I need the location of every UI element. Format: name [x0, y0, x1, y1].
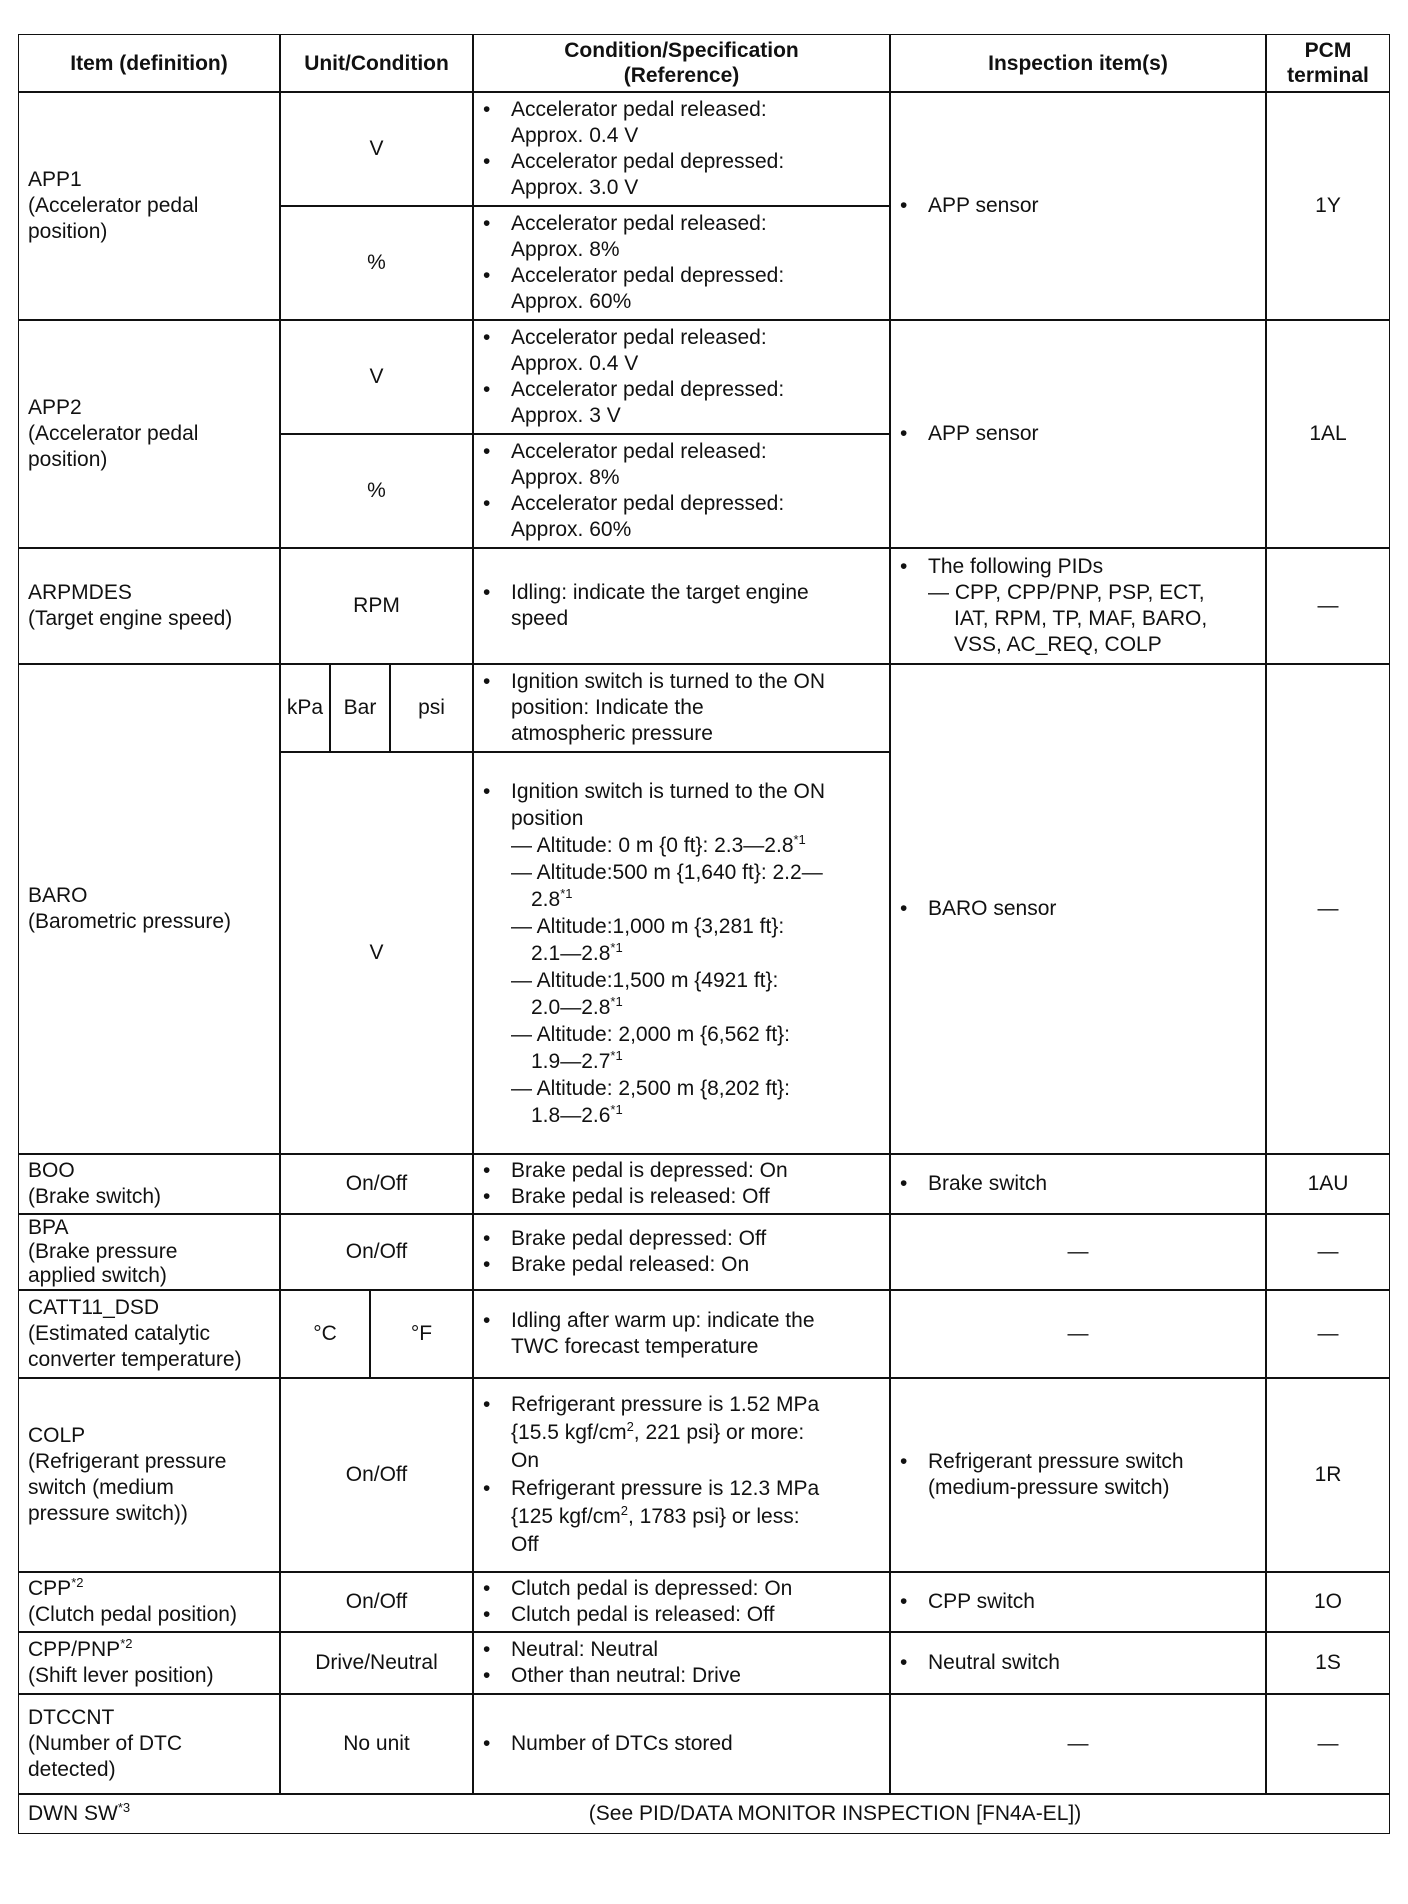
bullet-glyph: • — [483, 670, 491, 693]
condition-text: Accelerator pedal depressed: — [511, 492, 785, 515]
row-colp-unit — [280, 1378, 473, 1572]
row-arpmdes-unit — [280, 548, 473, 664]
item-name: APP2 — [28, 396, 82, 419]
bullet-glyph: • — [483, 1159, 491, 1182]
unit-label: kPa — [286, 696, 324, 719]
row-catt-unit-f — [370, 1290, 473, 1378]
unit-label: V — [369, 365, 384, 388]
condition-bullet — [483, 669, 880, 747]
unit-label: On/Off — [345, 1240, 408, 1263]
condition-text: Accelerator pedal released: — [511, 212, 767, 235]
condition-bullet — [483, 1602, 880, 1628]
condition-bullet — [483, 1226, 880, 1252]
row-dtccnt-cond — [473, 1694, 890, 1794]
row-colp-pcm — [1266, 1378, 1390, 1572]
pid-table — [18, 34, 1390, 1834]
row-arpmdes-item — [18, 548, 280, 664]
item-definition: (Target engine speed) — [28, 607, 233, 630]
condition-text: Brake pedal released: On — [511, 1253, 750, 1276]
item-definition: (Clutch pedal position) — [28, 1603, 237, 1626]
condition-bullet — [483, 1391, 880, 1475]
item-definition: position) — [28, 220, 108, 243]
row-boo-item — [18, 1154, 280, 1214]
condition-text: 2.0—2.8 — [531, 995, 611, 1019]
row-catt-inspection — [890, 1290, 1266, 1378]
row-cpp-inspection — [890, 1572, 1266, 1632]
superscript: 2 — [620, 1503, 628, 1518]
condition-text: , 1783 psi} or less: — [627, 1505, 800, 1528]
header-pcm-line1: PCM — [1304, 39, 1352, 62]
row-app2-pcm — [1266, 320, 1390, 548]
condition-text: Idling: indicate the target engine — [511, 581, 809, 604]
condition-bullet — [483, 1252, 880, 1278]
condition-bullet — [483, 1184, 880, 1210]
row-dtccnt-item — [18, 1694, 280, 1794]
pcm-terminal: 1AL — [1309, 422, 1347, 445]
row-baro-unit-bar — [330, 664, 390, 752]
bullet-glyph: • — [483, 1603, 491, 1626]
condition-text: speed — [511, 607, 569, 630]
altitude-line — [483, 832, 880, 859]
item-name: CATT11_DSD — [28, 1296, 160, 1319]
row-colp-item — [18, 1378, 280, 1572]
row-bpa-pcm — [1266, 1214, 1390, 1290]
row-app1-item — [18, 92, 280, 320]
item-name: DTCCNT — [28, 1706, 115, 1729]
condition-text: — Altitude: 2,000 m {6,562 ft}: — [511, 1022, 791, 1046]
condition-text: — Altitude: 2,500 m {8,202 ft}: — [511, 1076, 791, 1100]
condition-text: — Altitude:1,500 m {4921 ft}: — [511, 968, 779, 992]
unit-label: RPM — [353, 594, 400, 617]
condition-bullet — [483, 491, 880, 543]
condition-text: Brake pedal depressed: Off — [511, 1227, 767, 1250]
row-app2-unit-pct — [280, 434, 473, 548]
row-catt-unit-c — [280, 1290, 370, 1378]
bullet-glyph: • — [483, 492, 491, 515]
row-bpa-inspection — [890, 1214, 1266, 1290]
row-bpa-item — [18, 1214, 280, 1290]
condition-text: Refrigerant pressure is 1.52 MPa — [511, 1393, 820, 1416]
row-app2-item — [18, 320, 280, 548]
row-cpppnp-item — [18, 1632, 280, 1694]
unit-label: On/Off — [345, 1463, 408, 1486]
condition-text: 1.9—2.7 — [531, 1049, 611, 1073]
condition-bullet — [483, 1576, 880, 1602]
unit-label: % — [367, 251, 386, 274]
unit-label: °C — [313, 1322, 337, 1345]
row-dtccnt-pcm — [1266, 1694, 1390, 1794]
footnote-marker: *3 — [117, 1800, 131, 1815]
pcm-terminal: — — [1317, 1240, 1339, 1263]
row-catt-pcm — [1266, 1290, 1390, 1378]
bullet-glyph: • — [483, 440, 491, 463]
bullet-glyph: • — [900, 1172, 908, 1195]
item-definition: applied switch) — [28, 1264, 167, 1287]
row-cpppnp-cond — [473, 1632, 890, 1694]
bullet-glyph: • — [483, 1227, 491, 1250]
inspection-bullet — [900, 896, 1256, 922]
row-catt-item — [18, 1290, 280, 1378]
unit-label: % — [367, 479, 386, 502]
item-name: BARO — [28, 884, 88, 907]
footnote-marker: *2 — [71, 1575, 84, 1590]
inspection-bullet — [900, 554, 1256, 658]
row-catt-cond — [473, 1290, 890, 1378]
superscript: 2 — [626, 1419, 634, 1434]
inspection-text: (medium-pressure switch) — [928, 1476, 1170, 1499]
row-baro-inspection — [890, 664, 1266, 1154]
item-definition: (Accelerator pedal — [28, 422, 199, 445]
unit-label: On/Off — [345, 1590, 408, 1613]
bullet-glyph: • — [483, 1638, 491, 1661]
bullet-glyph: • — [483, 1253, 491, 1276]
row-bpa-unit — [280, 1214, 473, 1290]
condition-text: Accelerator pedal depressed: — [511, 264, 785, 287]
condition-text: — Altitude: 0 m {0 ft}: 2.3—2.8 — [511, 833, 794, 857]
condition-text: Other than neutral: Drive — [511, 1664, 741, 1687]
condition-bullet — [483, 263, 880, 315]
condition-text: Off — [511, 1533, 539, 1556]
inspection-bullet — [900, 1171, 1256, 1197]
inspection-text: CPP switch — [928, 1590, 1035, 1613]
cross-reference-note: (See PID/DATA MONITOR INSPECTION [FN4A-EL]) — [588, 1802, 1082, 1825]
condition-text: Idling after warm up: indicate the — [511, 1309, 815, 1332]
row-app1-pcm — [1266, 92, 1390, 320]
condition-text: atmospheric pressure — [511, 722, 713, 745]
inspection-text: — — [1067, 1240, 1089, 1263]
condition-bullet — [483, 1158, 880, 1184]
pcm-terminal: — — [1317, 1732, 1339, 1755]
row-arpmdes-pcm — [1266, 548, 1390, 664]
inspection-bullet — [900, 193, 1256, 219]
header-item-label: Item (definition) — [70, 51, 228, 75]
row-app1-cond-v — [473, 92, 890, 206]
row-boo-unit — [280, 1154, 473, 1214]
inspection-text: — — [1067, 1322, 1089, 1345]
header-item — [18, 34, 280, 92]
bullet-glyph: • — [483, 779, 491, 803]
row-dtccnt-inspection — [890, 1694, 1266, 1794]
pcm-terminal: 1O — [1313, 1590, 1342, 1613]
altitude-line — [483, 913, 880, 967]
bullet-glyph: • — [483, 1664, 491, 1687]
bullet-glyph: • — [900, 194, 908, 217]
item-definition: position) — [28, 448, 108, 471]
row-cpp-unit — [280, 1572, 473, 1632]
row-baro-pcm — [1266, 664, 1390, 1154]
pcm-terminal: — — [1317, 897, 1339, 920]
row-boo-pcm — [1266, 1154, 1390, 1214]
row-dtccnt-unit — [280, 1694, 473, 1794]
bullet-glyph: • — [483, 1477, 491, 1500]
condition-text: Brake pedal is released: Off — [511, 1185, 770, 1208]
item-definition: (Refrigerant pressure — [28, 1450, 227, 1473]
unit-label: On/Off — [345, 1172, 408, 1195]
condition-text: — Altitude:500 m {1,640 ft}: 2.2— — [511, 860, 823, 884]
altitude-line — [483, 1021, 880, 1075]
condition-bullet — [483, 1637, 880, 1663]
condition-bullet — [483, 580, 880, 632]
condition-text: — Altitude:1,000 m {3,281 ft}: — [511, 914, 785, 938]
item-definition: (Shift lever position) — [28, 1664, 214, 1687]
condition-bullet — [483, 97, 880, 149]
condition-text: Approx. 3.0 V — [511, 176, 639, 199]
condition-text: position: Indicate the — [511, 696, 704, 719]
bullet-glyph: • — [483, 1577, 491, 1600]
condition-text: {125 kgf/cm — [511, 1505, 621, 1528]
inspection-bullet — [900, 1589, 1256, 1615]
row-boo-inspection — [890, 1154, 1266, 1214]
row-cpppnp-inspection — [890, 1632, 1266, 1694]
condition-text: Accelerator pedal depressed: — [511, 378, 785, 401]
item-name: BPA — [28, 1216, 69, 1239]
condition-bullet — [483, 778, 880, 832]
condition-text: Neutral: Neutral — [511, 1638, 659, 1661]
condition-bullet — [483, 325, 880, 377]
bullet-glyph: • — [483, 1185, 491, 1208]
condition-text: Accelerator pedal released: — [511, 440, 767, 463]
row-bpa-cond — [473, 1214, 890, 1290]
unit-label: V — [369, 941, 384, 964]
item-name: APP1 — [28, 168, 82, 191]
condition-text: Clutch pedal is released: Off — [511, 1603, 775, 1626]
item-name: ARPMDES — [28, 581, 132, 604]
condition-text: Accelerator pedal released: — [511, 326, 767, 349]
item-definition: (Brake switch) — [28, 1185, 162, 1208]
row-baro-unit-kpa — [280, 664, 330, 752]
pcm-terminal: 1S — [1315, 1651, 1341, 1674]
condition-text: TWC forecast temperature — [511, 1335, 759, 1358]
condition-text: {15.5 kgf/cm — [511, 1421, 627, 1444]
altitude-line — [483, 967, 880, 1021]
pcm-terminal: — — [1317, 1322, 1339, 1345]
condition-text: Brake pedal is depressed: On — [511, 1159, 788, 1182]
header-condition-line2: (Reference) — [623, 64, 740, 87]
condition-bullet — [483, 439, 880, 491]
item-name: BOO — [28, 1159, 75, 1182]
row-app1-inspection — [890, 92, 1266, 320]
footnote-marker: *1 — [610, 939, 623, 955]
bullet-glyph: • — [483, 581, 491, 604]
inspection-bullet — [900, 1449, 1256, 1501]
item-name: DWN SW — [28, 1802, 118, 1825]
bullet-glyph: • — [483, 1309, 491, 1332]
row-baro-cond-v — [473, 752, 890, 1154]
bullet-glyph: • — [483, 264, 491, 287]
item-definition: switch (medium — [28, 1476, 174, 1499]
inspection-text: BARO sensor — [928, 897, 1057, 920]
row-cpp-pcm — [1266, 1572, 1390, 1632]
inspection-text: — CPP, CPP/PNP, PSP, ECT, — [928, 581, 1205, 604]
row-baro-unit-v — [280, 752, 473, 1154]
bullet-glyph: • — [900, 1590, 908, 1613]
row-app2-inspection — [890, 320, 1266, 548]
unit-label: V — [369, 137, 384, 160]
unit-label: No unit — [343, 1732, 410, 1755]
row-cpppnp-pcm — [1266, 1632, 1390, 1694]
condition-bullet — [483, 1663, 880, 1689]
altitude-line — [483, 859, 880, 913]
bullet-glyph: • — [483, 1732, 491, 1755]
unit-label: °F — [410, 1322, 433, 1345]
header-pcm — [1266, 34, 1390, 92]
item-definition: (Number of DTC — [28, 1732, 183, 1755]
inspection-text: IAT, RPM, TP, MAF, BARO, — [954, 607, 1208, 630]
row-app1-cond-pct — [473, 206, 890, 320]
header-unit-label: Unit/Condition — [304, 51, 449, 75]
condition-text: Approx. 8% — [511, 238, 620, 261]
item-definition: pressure switch)) — [28, 1502, 188, 1525]
inspection-text: — — [1067, 1732, 1089, 1755]
bullet-glyph: • — [483, 212, 491, 235]
footnote-marker: *2 — [120, 1636, 133, 1651]
bullet-glyph: • — [483, 150, 491, 173]
condition-text: Approx. 0.4 V — [511, 124, 639, 147]
row-boo-cond — [473, 1154, 890, 1214]
row-arpmdes-inspection — [890, 548, 1266, 664]
footnote-marker: *1 — [610, 1047, 623, 1063]
inspection-bullet — [900, 1650, 1256, 1676]
inspection-text: Refrigerant pressure switch — [928, 1450, 1184, 1473]
condition-text: 1.8—2.6 — [531, 1103, 611, 1127]
bullet-glyph: • — [483, 1393, 491, 1416]
row-app1-unit-v — [280, 92, 473, 206]
condition-text: , 221 psi} or more: — [633, 1421, 805, 1444]
header-condition — [473, 34, 890, 92]
header-unit — [280, 34, 473, 92]
condition-bullet — [483, 1308, 880, 1360]
bullet-glyph: • — [483, 326, 491, 349]
condition-text: 2.1—2.8 — [531, 941, 611, 965]
unit-label: Bar — [343, 696, 377, 719]
bullet-glyph: • — [900, 1651, 908, 1674]
row-cpp-cond — [473, 1572, 890, 1632]
row-dwnsw-item — [18, 1794, 280, 1834]
row-colp-inspection — [890, 1378, 1266, 1572]
condition-text: On — [511, 1449, 540, 1472]
pcm-terminal: 1R — [1314, 1463, 1342, 1486]
inspection-text: VSS, AC_REQ, COLP — [954, 633, 1162, 656]
bullet-glyph: • — [900, 897, 908, 920]
unit-label: psi — [418, 696, 445, 719]
item-name: CPP — [28, 1577, 72, 1600]
bullet-glyph: • — [900, 422, 908, 445]
row-app2-unit-v — [280, 320, 473, 434]
header-inspection-label: Inspection item(s) — [988, 51, 1168, 75]
condition-text: position — [511, 806, 584, 830]
condition-text: Ignition switch is turned to the ON — [511, 779, 825, 803]
condition-bullet — [483, 211, 880, 263]
condition-text: 2.8 — [531, 887, 561, 911]
bullet-glyph: • — [900, 1450, 908, 1473]
row-app1-unit-pct — [280, 206, 473, 320]
inspection-text: The following PIDs — [928, 555, 1104, 578]
item-name: COLP — [28, 1424, 86, 1447]
row-baro-cond-kpa — [473, 664, 890, 752]
row-baro-item — [18, 664, 280, 1154]
header-inspection — [890, 34, 1266, 92]
row-app2-cond-pct — [473, 434, 890, 548]
item-definition: (Accelerator pedal — [28, 194, 199, 217]
condition-text: Number of DTCs stored — [511, 1732, 733, 1755]
inspection-text: APP sensor — [928, 194, 1039, 217]
condition-text: Refrigerant pressure is 12.3 MPa — [511, 1477, 820, 1500]
footnote-marker: *1 — [793, 831, 806, 847]
header-condition-line1: Condition/Specification — [564, 39, 799, 62]
item-name: CPP/PNP — [28, 1638, 121, 1661]
unit-label: Drive/Neutral — [315, 1651, 438, 1674]
bullet-glyph: • — [900, 555, 908, 578]
row-arpmdes-cond — [473, 548, 890, 664]
pcm-terminal: — — [1317, 594, 1339, 617]
row-dwnsw-note — [280, 1794, 1390, 1834]
footnote-marker: *1 — [560, 885, 573, 901]
row-app2-cond-v — [473, 320, 890, 434]
item-definition: (Estimated catalytic — [28, 1322, 211, 1345]
condition-text: Approx. 60% — [511, 290, 632, 313]
condition-text: Approx. 60% — [511, 518, 632, 541]
condition-bullet — [483, 1475, 880, 1559]
condition-text: Accelerator pedal depressed: — [511, 150, 785, 173]
condition-text: Approx. 8% — [511, 466, 620, 489]
item-definition: converter temperature) — [28, 1348, 242, 1371]
item-definition: (Brake pressure — [28, 1240, 178, 1263]
condition-text: Ignition switch is turned to the ON — [511, 670, 825, 693]
pcm-terminal: 1AU — [1307, 1172, 1349, 1195]
inspection-bullet — [900, 421, 1256, 447]
row-colp-cond — [473, 1378, 890, 1572]
inspection-text: Neutral switch — [928, 1651, 1060, 1674]
row-baro-unit-psi — [390, 664, 473, 752]
condition-bullet — [483, 377, 880, 429]
row-cpppnp-unit — [280, 1632, 473, 1694]
header-pcm-line2: terminal — [1287, 64, 1369, 87]
row-cpp-item — [18, 1572, 280, 1632]
inspection-text: APP sensor — [928, 422, 1039, 445]
footnote-marker: *1 — [610, 993, 623, 1009]
bullet-glyph: • — [483, 98, 491, 121]
condition-text: Accelerator pedal released: — [511, 98, 767, 121]
altitude-line — [483, 1075, 880, 1129]
condition-text: Clutch pedal is depressed: On — [511, 1577, 793, 1600]
footnote-marker: *1 — [610, 1101, 623, 1117]
pcm-terminal: 1Y — [1315, 194, 1341, 217]
condition-text: Approx. 0.4 V — [511, 352, 639, 375]
condition-bullet — [483, 149, 880, 201]
item-definition: detected) — [28, 1758, 116, 1781]
condition-bullet — [483, 1731, 880, 1757]
condition-text: Approx. 3 V — [511, 404, 621, 427]
bullet-glyph: • — [483, 378, 491, 401]
inspection-text: Brake switch — [928, 1172, 1048, 1195]
item-definition: (Barometric pressure) — [28, 910, 232, 933]
